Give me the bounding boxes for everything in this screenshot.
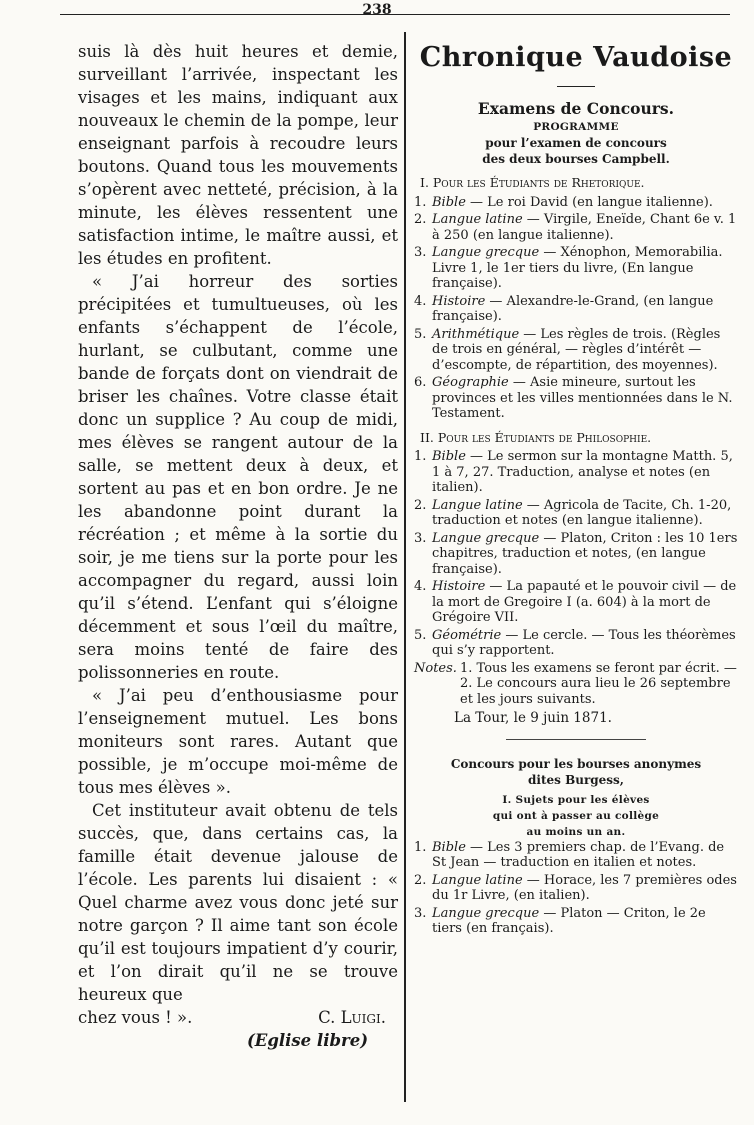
part2-heading: II. Pour les Étudiants de Philosophie.	[420, 429, 652, 445]
item-subject: Langue grecque	[432, 530, 540, 546]
sujets-heading-2: qui ont à passer au collège	[492, 809, 660, 822]
item-subject: Histoire	[432, 579, 486, 594]
item-description: — Le sermon sur la montagne Matth. 5, 1 à 7, 27. Traduction, analyse et notes (en italien).	[432, 449, 733, 495]
author-signature: C. Luigi.	[318, 1008, 386, 1027]
page-number: 238	[362, 2, 392, 18]
item-subject: Bible	[432, 194, 466, 210]
list-item	[414, 375, 738, 422]
closing-quote: chez vous ! ».	[78, 1008, 193, 1027]
item-subject: Langue grecque	[432, 245, 540, 260]
item-description: — Virgile, Eneïde, Chant 6e v. 1 à 250 (en langue italienne).	[432, 212, 737, 243]
paragraph: suis là dès huit heures et demie, surveillant l’arrivée, inspectant les visages et les mains, indiquant aux nouveaux le chemin de la pompe, leur enseignant parfois à recoudre leurs boutons. Quand tous les mouvements s’opèrent avec netteté, précision, à la minute, les élèves ressentent une satisfaction intime, le maître aussi, et les études en profitent.	[78, 42, 398, 268]
item-number: 2.	[414, 497, 427, 513]
paragraph: « J’ai horreur des sorties précipitées et tumultueuses, où les enfants s’échappent de l’école, hurlant, se culbutant, comme une bande de forçats dont on viendrait de briser les chaînes. Votre classe était donc un supplice ? Au coup de midi, mes élèves se rangent autour de la salle, se mettent deux à deux, et sortent au pas et en bon ordre. Je ne les abandonne point durant la récréation ; et même à la sortie du soir, je me tiens sur la porte pour les accompagner du regard, aussi loin qu’il s’étend. L’enfant qui s’éloigne décemment et sous l’œil du maître, sera moins tenté de faire des polissonneries en route.	[78, 272, 398, 682]
chronicle-title: Chronique Vaudoise	[419, 42, 733, 73]
item-number: 6.	[414, 375, 427, 390]
item-number: 1.	[414, 839, 427, 855]
item-description: — Asie mineure, surtout les provinces et les villes mentionnées dans le N. Testament.	[432, 375, 733, 421]
item-number: 3.	[414, 905, 427, 921]
programme-subtitle-1: pour l’examen de concours	[485, 136, 667, 150]
header-rule	[60, 14, 730, 15]
list-item	[414, 498, 738, 529]
item-subject: Géographie	[432, 375, 509, 390]
item-description: — Horace, les 7 premières odes du 1r Livre, (en italien).	[432, 872, 737, 903]
item-description: — La papauté et le pouvoir civil — de la mort de Gregoire I (a. 604) à la mort de Grégoire VII.	[432, 579, 737, 625]
item-number: 4.	[414, 579, 427, 594]
item-description: — Xénophon, Memorabilia. Livre 1, le 1er tiers du livre, (En langue française).	[432, 245, 723, 291]
item-text	[432, 449, 738, 496]
list-item	[414, 840, 738, 871]
list-item	[414, 212, 738, 243]
item-description: — Agricola de Tacite, Ch. 1-20, traduction et notes (en langue italienne).	[432, 497, 732, 528]
list-item	[414, 906, 738, 937]
item-subject: Bible	[432, 839, 466, 855]
item-text	[432, 906, 738, 937]
item-description: — Le cercle. — Tous les théorèmes qui s’y rapportent.	[432, 627, 736, 658]
item-description: — Platon, Criton : les 10 1ers chapitres, traduction et notes, (en langue française).	[432, 530, 738, 577]
programme-subtitle-2: des deux bourses Campbell.	[482, 152, 670, 166]
item-text	[432, 531, 738, 578]
notes-label: Notes.	[414, 660, 457, 676]
item-subject: Bible	[432, 449, 466, 464]
item-number: 4.	[414, 293, 427, 309]
programme-heading: PROGRAMME	[533, 121, 619, 133]
item-description: — Alexandre-le-Grand, (en langue française).	[432, 293, 714, 324]
section-title: Examens de Concours.	[477, 99, 675, 118]
item-text	[432, 294, 738, 325]
item-number: 1.	[414, 449, 427, 464]
section-divider	[506, 739, 646, 740]
part1-heading: I. Pour les Étudiants de Rhetorique.	[420, 175, 645, 190]
left-paragraphs	[78, 40, 398, 1006]
item-description: — Le roi David (en langue italienne).	[465, 194, 713, 210]
list-item	[414, 579, 738, 626]
column-divider	[404, 32, 406, 1102]
item-number: 3.	[414, 245, 427, 260]
closing-line	[78, 1006, 398, 1029]
list-item	[414, 327, 738, 374]
concours-heading-2: dites Burgess,	[528, 772, 624, 787]
part2-list	[414, 449, 738, 659]
part1-list	[414, 195, 738, 422]
item-text	[432, 498, 738, 529]
item-description: — Les règles de trois. (Règles de trois en général, — règles d’intérêt — d’escompte, de répartition, des moyennes).	[432, 326, 721, 373]
item-number: 1.	[414, 194, 427, 210]
item-text	[432, 873, 738, 904]
item-subject: Géométrie	[432, 627, 502, 643]
left-column	[78, 40, 398, 1052]
sujets-heading-1: I. Sujets pour les élèves	[502, 793, 650, 806]
item-text	[432, 375, 738, 422]
concours-heading-1: Concours pour les bourses anonymes	[450, 756, 702, 771]
title-rule	[557, 86, 595, 87]
item-subject: Langue latine	[432, 497, 523, 513]
item-text	[432, 628, 738, 659]
item-subject: Langue grecque	[432, 905, 540, 921]
notes-text: 1. Tous les examens se feront par écrit. — 2. Le concours aura lieu le 26 septembre et les jours suivants.	[460, 660, 737, 707]
item-subject: Langue latine	[432, 872, 523, 888]
right-column	[414, 40, 738, 939]
item-description: — Platon — Criton, le 2e tiers (en français).	[432, 905, 706, 936]
list-item	[414, 245, 738, 292]
item-subject: Langue latine	[432, 212, 523, 227]
list-item	[414, 294, 738, 325]
item-text	[432, 579, 738, 626]
item-text	[432, 212, 738, 243]
item-number: 5.	[414, 326, 427, 342]
source-attribution: (Eglise libre)	[246, 1031, 368, 1050]
paragraph: « J’ai peu d’enthousiasme pour l’enseignement mutuel. Les bons moniteurs sont rares. Autant que possible, je m’occupe moi-même de tous mes élèves ».	[78, 686, 398, 797]
item-text	[432, 840, 738, 871]
list-item	[414, 873, 738, 904]
item-text	[432, 327, 738, 374]
item-text	[432, 195, 738, 211]
item-number: 5.	[414, 627, 427, 643]
list-item	[414, 195, 738, 211]
item-description: — Les 3 premiers chap. de l’Evang. de St Jean — traduction en italien et notes.	[432, 839, 725, 870]
list-item	[414, 531, 738, 578]
item-number: 2.	[414, 872, 427, 888]
sujets-heading-3: au moins un an.	[526, 825, 626, 838]
list-item	[414, 449, 738, 496]
item-number: 2.	[414, 212, 427, 227]
item-subject: Arithmétique	[432, 326, 520, 342]
notes-block	[414, 661, 738, 708]
list-item	[414, 628, 738, 659]
item-text	[432, 245, 738, 292]
paragraph: Cet instituteur avait obtenu de tels succès, que, dans certains cas, la famille était devenue jalouse de l’école. Les parents lui disaient : « Quel charme avez vous donc jeté sur notre garçon ? Il aime tant son école qu’il est toujours impatient d’y courir, et l’on dirait qu’il ne se trouve heureux que	[78, 801, 398, 1004]
dateline: La Tour, le 9 juin 1871.	[454, 710, 612, 726]
item-subject: Histoire	[432, 293, 486, 309]
item-number: 3.	[414, 530, 427, 546]
part3-list	[414, 840, 738, 937]
